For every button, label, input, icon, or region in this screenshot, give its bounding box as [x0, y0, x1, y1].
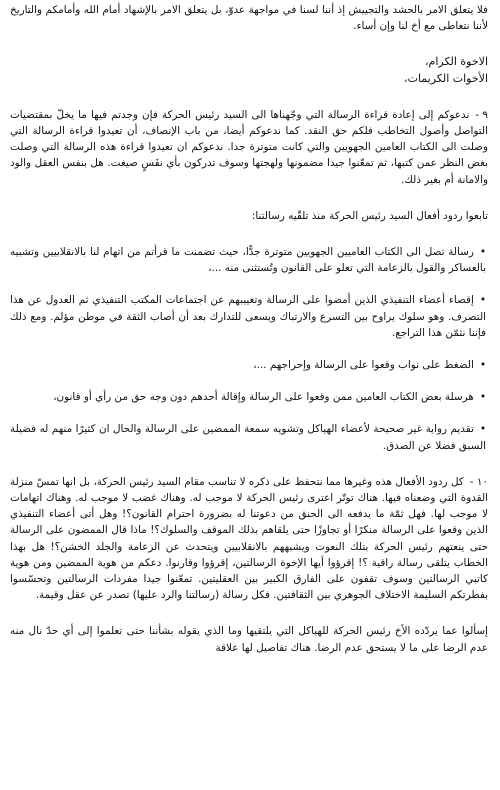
spacer [10, 454, 488, 474]
bullet-text: إقصاء أعضاء التنفيذي الذين أمضوا على الرسالة وتغييبهم عن اجتماعات المكتب التنفيذي ثم العدول عن هذا التصرف. وهو سلوك يراوح بين التسرع والارتباك ويسعى للتدارك بعد أن أصاب الثقة في موطن مؤلم. ومع ذلك فإننا نثمّن هذا التراجع. [10, 294, 486, 339]
item-10-text: كل ردود الأفعال هذه وغيرها مما نتحفظ على ذكره لا تناسب مقام السيد رئيس الحركة، بل انها تمسّ منزلة القدوة التي وضعناه فيها. هناك توتّر اعترى رئيس الحركة لا موجب له. وهناك غضب لا موجب له. وهناك اتهامات لا موجب لها. فهل ثمّة ما يدفعه الى الحنق من دعوتنا له بضرورة احترام القانون؟! وهل أتى أعضاء التنفيذي الذين وقعوا على الرسالة منكرًا أو تجاوزًا حتى يلقاهم بذلك الموقف والسلوك؟! ماذا قال الممضون على الرسالة حتى ينعتهم رئيس الحركة بتلك النعوت ويشبههم بالانقلابيين ويتحدث عن الزعامة والجلد الخشن؟! هل بهذا الخطاب يتلقى رسالة راقية ؟! إقرؤوا أيها الإخوة الرسالتين، إقرؤوا وقارنوا. دعكم من هوية الممضين ومن هوية كاتبي الرسالتين وسوف تقفون على الفارق الكبير بين العقليتين. تمعّنوا جيدا مفردات الرسالتين وتحسّسوا بفطرتكم السليمة الاختلاف الجوهري بين الثقافتين. فكل رسالة (رسالتنا والرد عليها) تصدر عن عقل وقيمة. [10, 475, 488, 602]
bullet-item-1 [10, 244, 488, 276]
bullet-icon: • [479, 246, 486, 259]
bullet-item-2 [10, 292, 488, 341]
item-10-paragraph [10, 474, 488, 604]
closing-paragraph: إسألوا عما يردّده الأخ رئيس الحركة للهياكل التي يلتقيها وما الذي يقوله بشأننا حتى تعلموا إلى أي حدّ نال منه عدم الرضا على ما لا يستحق عدم الرضا. هناك تفاصيل لها علاقة [10, 625, 488, 654]
bullet-text: رسالة تصل الى الكتاب العاميين الجهويين متوترة جدًّا، حيث تضمنت ما قرأتم من اتهام لنا بالانقلابيين وتشبيه بالعساكر والقول بالزعامة التي تعلو على القانون وتُستثنى منه ...، [10, 246, 486, 275]
spacer [10, 87, 488, 107]
bullet-text: تقديم رواية غير صحيحة لأعضاء الهياكل وتشويه سمعة الممضين على الرسالة والحال ان كثيرًا منهم له فضيلة السبق فضلا عن الصدق. [10, 423, 486, 452]
bullet-item-5 [10, 421, 488, 453]
spacer [10, 224, 488, 244]
greeting-sisters: الأخوات الكريمات، [404, 71, 488, 85]
intro-paragraph: فلا يتعلق الامر بالحشد والتجييش إذ أننا لسنا في مواجهة عدوّ، بل يتعلق الامر بالإشهاد أمام الله وأمامكم والتاريخ لأننا نتعاطى مع أخ لنا وإن أساء. [10, 4, 488, 33]
reactions-intro: تابعوا ردود أفعال السيد رئيس الحركة منذ تلقّيه رسالتنا: [251, 209, 488, 222]
spacer [10, 603, 488, 623]
bullet-icon: • [479, 423, 486, 436]
item-9-number: ٩ - [475, 108, 488, 121]
bullet-text: هرسلة بعض الكتاب العامين ممن وقعوا على الرسالة وإقالة أحدهم دون وجه حق من رأي أو قانون، [53, 391, 474, 404]
greeting-brothers: الاخوة الكرام، [424, 55, 488, 69]
spacer [10, 276, 488, 292]
spacer [10, 405, 488, 421]
spacer [10, 34, 488, 54]
spacer [10, 341, 488, 357]
bullet-item-4 [10, 389, 488, 405]
bullet-icon: • [479, 359, 486, 372]
bullet-text: الضغط على نواب وقعوا على الرسالة وإحراجهم ...، [253, 359, 474, 372]
spacer [10, 373, 488, 389]
item-10-number: ١٠ - [469, 475, 488, 488]
item-9-paragraph [10, 107, 488, 188]
bullet-item-3 [10, 357, 488, 373]
bullet-icon: • [479, 391, 486, 404]
item-9-text: ندعوكم إلى إعادة قراءة الرسالة التي وجّهناها الى السيد رئيس الحركة فإن وجدتم فيها ما يخلّ بمقتضيات التواصل وأصول التخاطب فلكم حق النقد. كما ندعوكم أيضا، من باب الإنصاف، أن تعيدوا قراءة الرسالة التي وصلت الى الكتاب العامين الجهويين والتي كانت متوترة جدا. ندعوكم ان تعيدوا قراءة هذه الرسالة التي وصلت بغض النظر عمن كتبها، ثم تمعّنوا جيدا مضمونها ولهجتها وسوف تدركون بأي نفَسٍ صيغت. هل بنفس العقل والود والامانة أم بغير ذلك. [10, 108, 488, 186]
spacer [10, 188, 488, 208]
letter-page [10, 2, 488, 788]
bullet-icon: • [479, 294, 486, 307]
